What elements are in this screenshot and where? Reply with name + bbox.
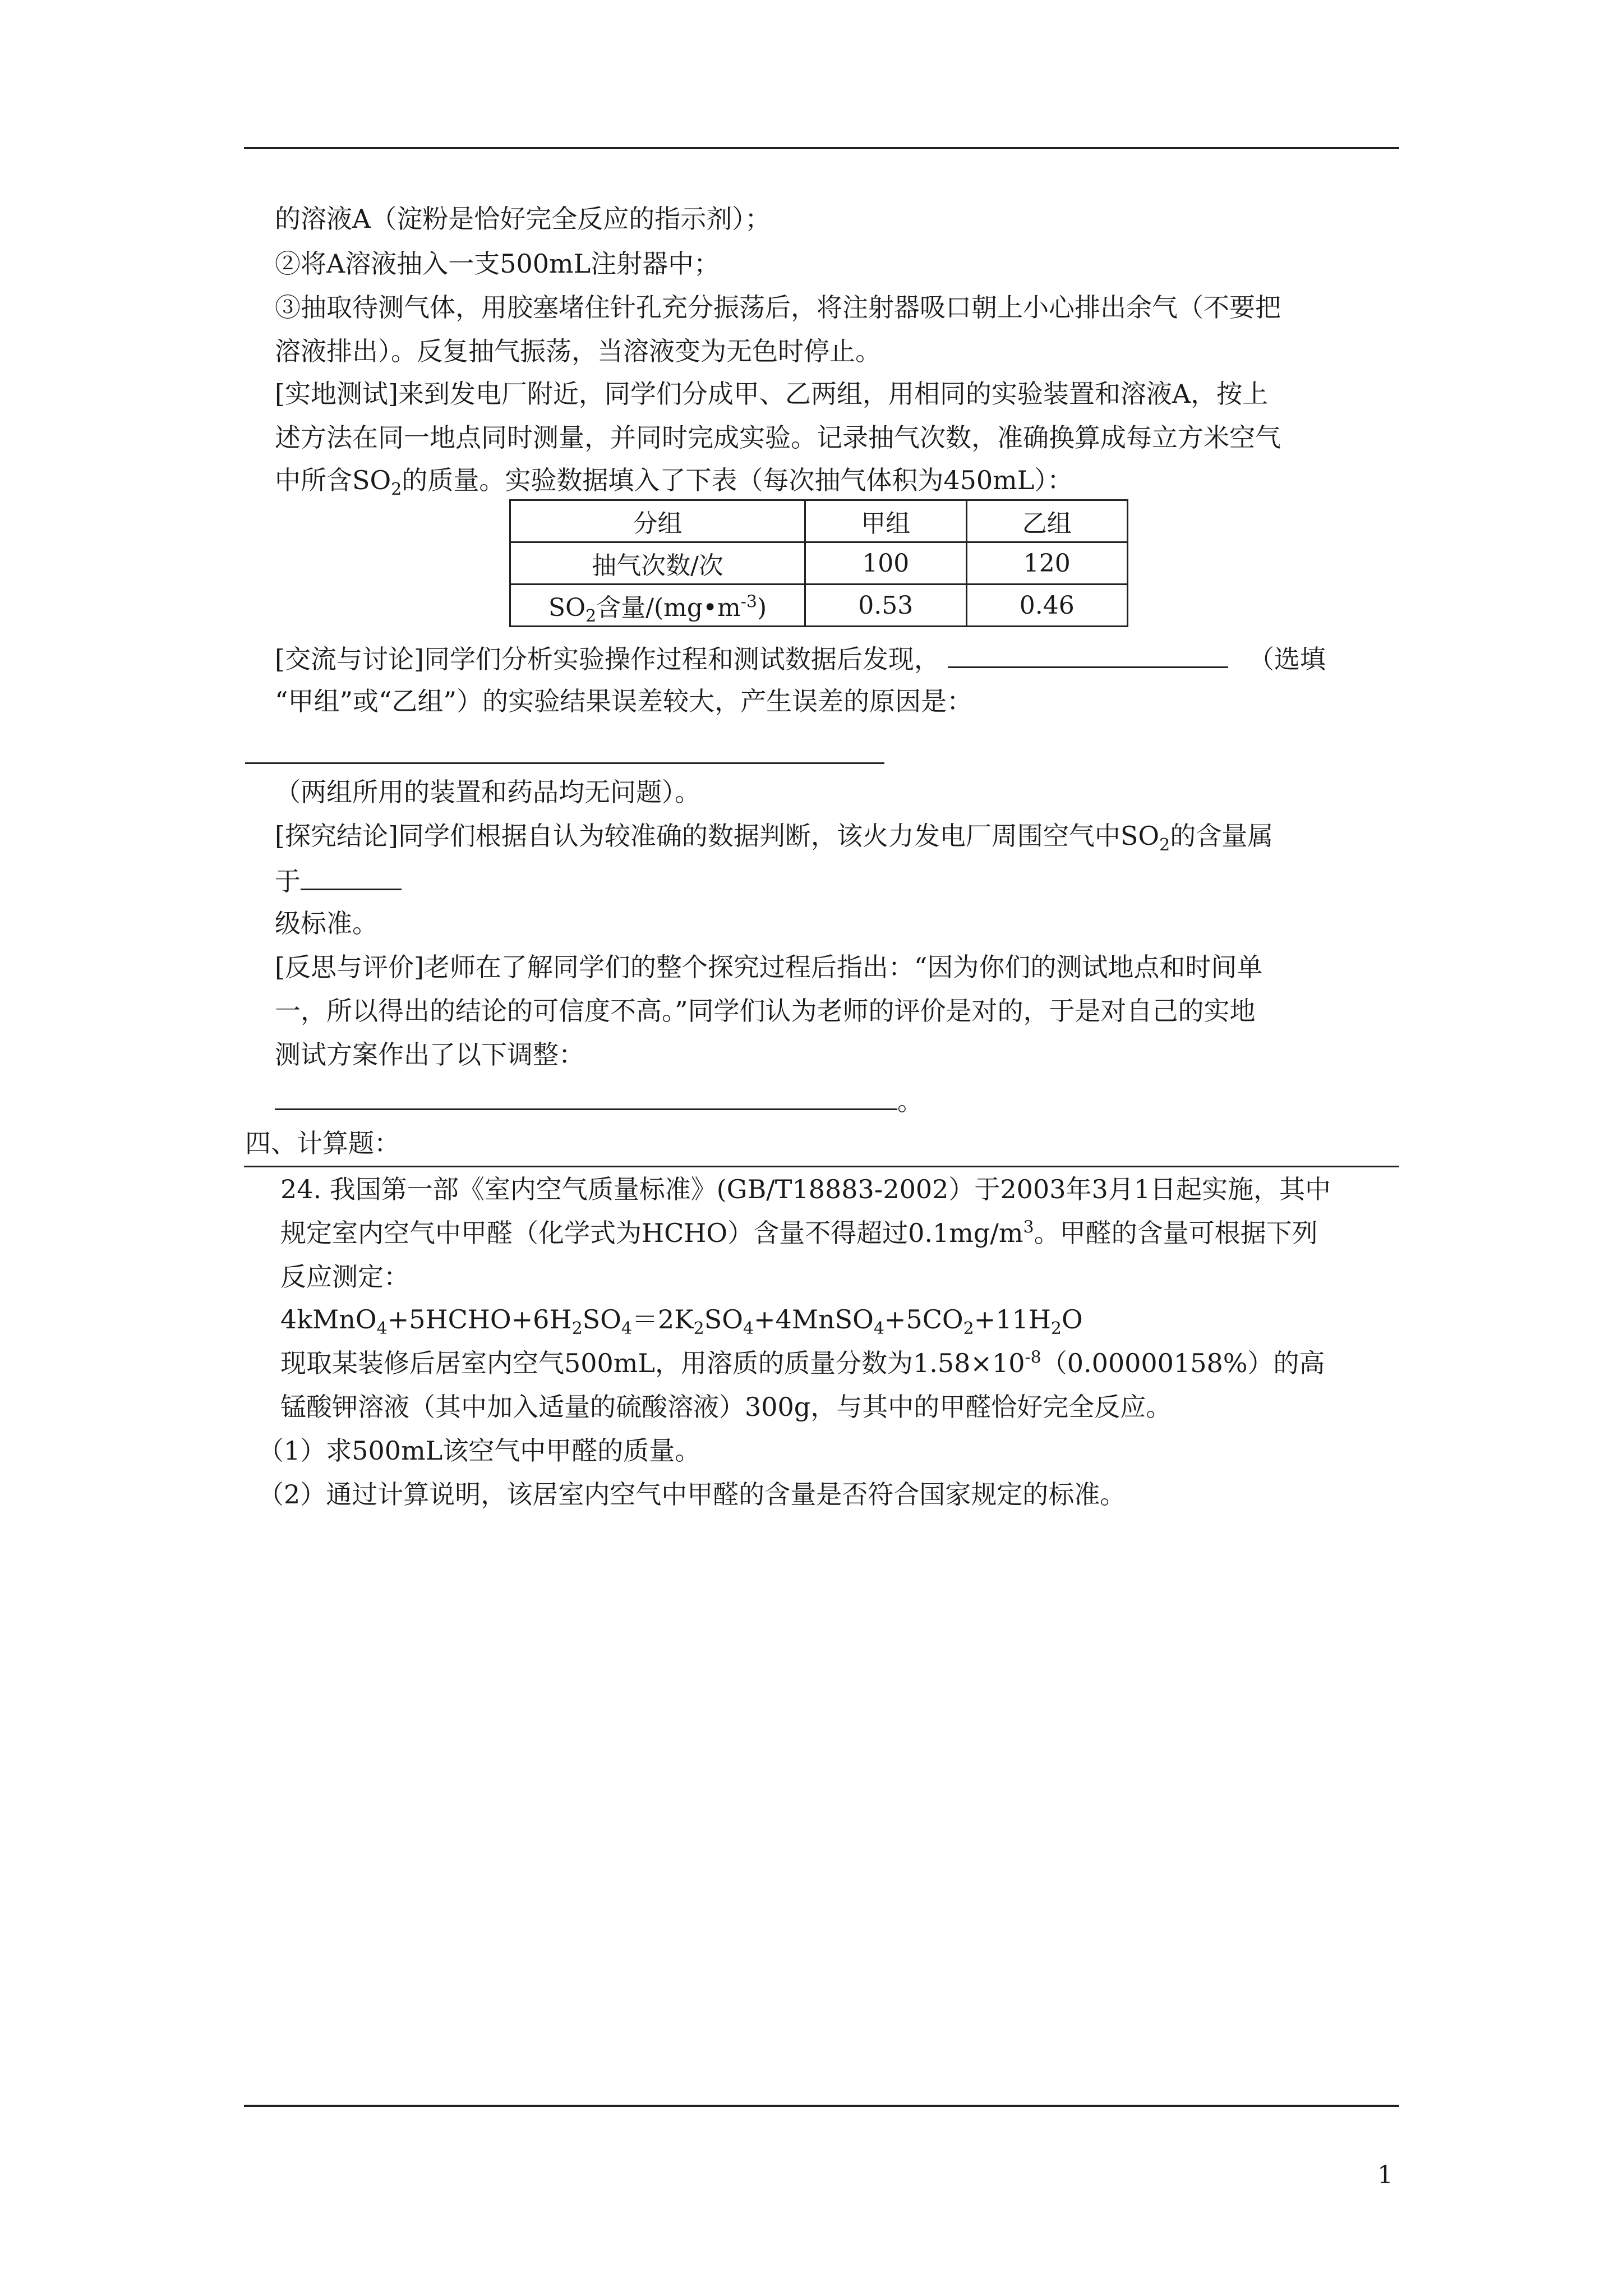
text-line <box>275 819 1273 853</box>
text-segment: +4MnSO <box>754 1304 874 1335</box>
text-segment: 中所含SO <box>275 465 391 495</box>
subscript: 2 <box>585 606 597 626</box>
section-rule <box>244 1166 1399 1167</box>
table-cell: 100 <box>805 542 966 585</box>
chemical-equation <box>280 1303 1083 1339</box>
table-header-cell: 甲组 <box>805 500 966 542</box>
text-segment: （选填 <box>1248 644 1326 674</box>
text-line: [实地测试]来到发电厂附近，同学们分成甲、乙两组，用相同的实验装置和溶液A，按上 <box>275 379 1269 409</box>
subscript: 2 <box>571 1319 583 1339</box>
text-segment: O <box>1062 1304 1083 1335</box>
text-segment: 的含量属 <box>1170 821 1274 851</box>
text-segment: 的质量。实验数据填入了下表（每次抽气体积为450mL）： <box>402 465 1073 495</box>
subscript: 4 <box>873 1319 884 1339</box>
text-segment: 4kMnO <box>280 1304 377 1335</box>
table-row <box>510 585 1128 627</box>
text-line: 锰酸钾溶液（其中加入适量的硫酸溶液）300g，与其中的甲醛恰好完全反应。 <box>280 1392 1172 1422</box>
superscript: -3 <box>740 592 757 612</box>
text-line: [反思与评价]老师在了解同学们的整个探究过程后指出：“因为你们的测试地点和时间单 <box>275 952 1263 982</box>
text-line <box>275 1083 923 1118</box>
text-segment: 。 <box>897 1086 923 1116</box>
answer-blank[interactable] <box>948 641 1228 668</box>
table-cell: 抽气次数/次 <box>510 542 805 585</box>
text-segment: ) <box>757 593 767 622</box>
table-header-cell: 分组 <box>510 500 805 542</box>
text-line <box>280 1346 1325 1380</box>
sub-question: （2）通过计算说明，该居室内空气中甲醛的含量是否符合国家规定的标准。 <box>258 1479 1126 1510</box>
subscript: 4 <box>743 1319 754 1339</box>
text-line: ③抽取待测气体，用胶塞堵住针孔充分振荡后，将注射器吸口朝上小心排出余气（不要把 <box>275 292 1281 323</box>
superscript: 3 <box>1023 1217 1034 1237</box>
text-segment: +5HCHO+6H <box>387 1304 572 1335</box>
subscript: 2 <box>391 480 402 500</box>
text-line: “甲组”或“乙组”）的实验结果误差较大，产生误差的原因是： <box>275 686 973 716</box>
table-cell <box>510 585 805 627</box>
subscript: 2 <box>1159 835 1170 855</box>
text-segment: SO <box>704 1304 743 1335</box>
table-header-cell: 乙组 <box>966 500 1128 542</box>
header-rule <box>244 147 1399 149</box>
text-segment: （0.00000158%）的高 <box>1041 1348 1325 1378</box>
text-segment: +5CO <box>884 1304 963 1335</box>
text-segment: 。甲醛的含量可根据下列 <box>1034 1218 1318 1248</box>
table-cell: 0.46 <box>966 585 1128 627</box>
answer-blank[interactable] <box>275 1083 897 1110</box>
text-line: 反应测定： <box>280 1262 409 1292</box>
text-segment: [探究结论]同学们根据自认为较准确的数据判断，该火力发电厂周围空气中SO <box>275 821 1160 851</box>
text-segment: +11H <box>974 1304 1051 1335</box>
table-row <box>510 500 1128 542</box>
sub-question: （1）求500mL该空气中甲醛的质量。 <box>258 1435 701 1466</box>
page-number: 1 <box>1377 2161 1393 2189</box>
section-heading: 四、计算题： <box>245 1128 400 1158</box>
text-segment: ＝2K <box>631 1304 694 1335</box>
text-segment: [交流与讨论]同学们分析实验操作过程和测试数据后发现， <box>275 644 940 674</box>
text-line <box>275 463 1073 500</box>
text-segment: 规定室内空气中甲醛（化学式为HCHO）含量不得超过0.1mg/m <box>280 1218 1023 1248</box>
text-segment: SO <box>582 1304 621 1335</box>
text-line: 溶液排出）。反复抽气振荡，当溶液变为无色时停止。 <box>275 336 881 366</box>
text-line <box>275 863 402 898</box>
text-line: 测试方案作出了以下调整： <box>275 1039 584 1070</box>
text-segment: 含量/(mg•m <box>596 593 741 622</box>
text-segment: 现取某装修后居室内空气500mL，用溶质的质量分数为1.58×10 <box>280 1348 1025 1378</box>
subscript: 4 <box>621 1319 632 1339</box>
text-segment: SO <box>548 593 586 622</box>
answer-blank[interactable] <box>301 863 402 890</box>
text-line: ②将A溶液抽入一支500mL注射器中； <box>275 249 720 279</box>
text-line: （两组所用的装置和药品均无问题）。 <box>275 777 700 807</box>
text-line <box>280 1216 1318 1250</box>
text-line: 一，所以得出的结论的可信度不高。”同学们认为老师的评价是对的，于是对自己的实地 <box>275 996 1256 1026</box>
table-cell: 0.53 <box>805 585 966 627</box>
subscript: 2 <box>963 1319 974 1339</box>
subscript: 2 <box>1050 1319 1062 1339</box>
answer-blank[interactable] <box>245 762 884 764</box>
text-segment: 于 <box>275 866 301 896</box>
subscript: 2 <box>693 1319 704 1339</box>
data-table <box>509 499 1128 627</box>
text-line: 级标准。 <box>275 908 378 938</box>
subscript: 4 <box>376 1319 388 1339</box>
table-row <box>510 542 1128 585</box>
text-line: 24. 我国第一部《室内空气质量标准》(GB/T18883-2002）于2003年3月1日起实施，其中 <box>280 1174 1331 1204</box>
text-line: 的溶液A（淀粉是恰好完全反应的指示剂）； <box>275 204 771 234</box>
text-line <box>275 641 1326 676</box>
superscript: -8 <box>1025 1347 1041 1368</box>
text-line: 述方法在同一地点同时测量，并同时完成实验。记录抽气次数，准确换算成每立方米空气 <box>275 422 1281 453</box>
footer-rule <box>244 2105 1399 2107</box>
table-cell: 120 <box>966 542 1128 585</box>
